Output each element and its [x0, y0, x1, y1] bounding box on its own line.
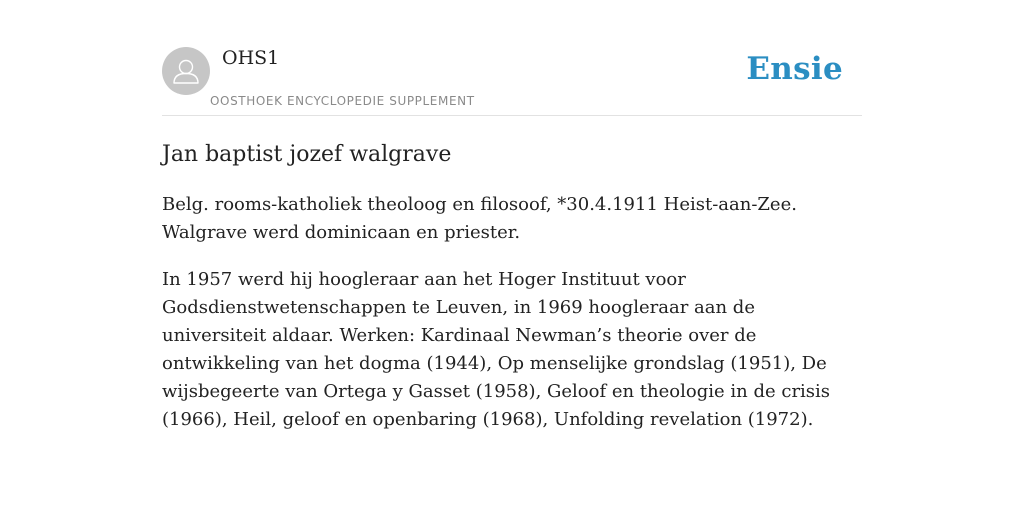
article-paragraph: Belg. rooms-katholiek theoloog en filosoof, *30.4.1911 Heist-aan-Zee. Walgrave werd dominicaan en priester. [162, 194, 797, 243]
article-paragraph: In 1957 werd hij hoogleraar aan het Hoger Instituut voor Godsdienstwetenschappen te Leuven, in 1969 hoogleraar aan de universiteit aldaar. Werken: Kardinaal Newman’s theorie over de ontwikkeling van het dogma (1944), Op menselijke grondslag (1951), De wijsbegeerte van Ortega y Gasset (1958), Geloof en theologie in de crisis (1966), Heil, geloof en openbaring (1968), Unfolding revelation (1972). [162, 269, 831, 430]
author-avatar[interactable] [162, 47, 210, 95]
article-page [162, 0, 862, 434]
brand-logo[interactable]: Ensie [746, 51, 843, 87]
author-name-link[interactable]: OHS1 [222, 47, 280, 69]
article-header [162, 46, 862, 116]
user-icon [162, 47, 210, 95]
source-label: OOSTHOEK ENCYCLOPEDIE SUPPLEMENT [210, 94, 475, 108]
article-title: Jan baptist jozef walgrave [162, 142, 452, 167]
